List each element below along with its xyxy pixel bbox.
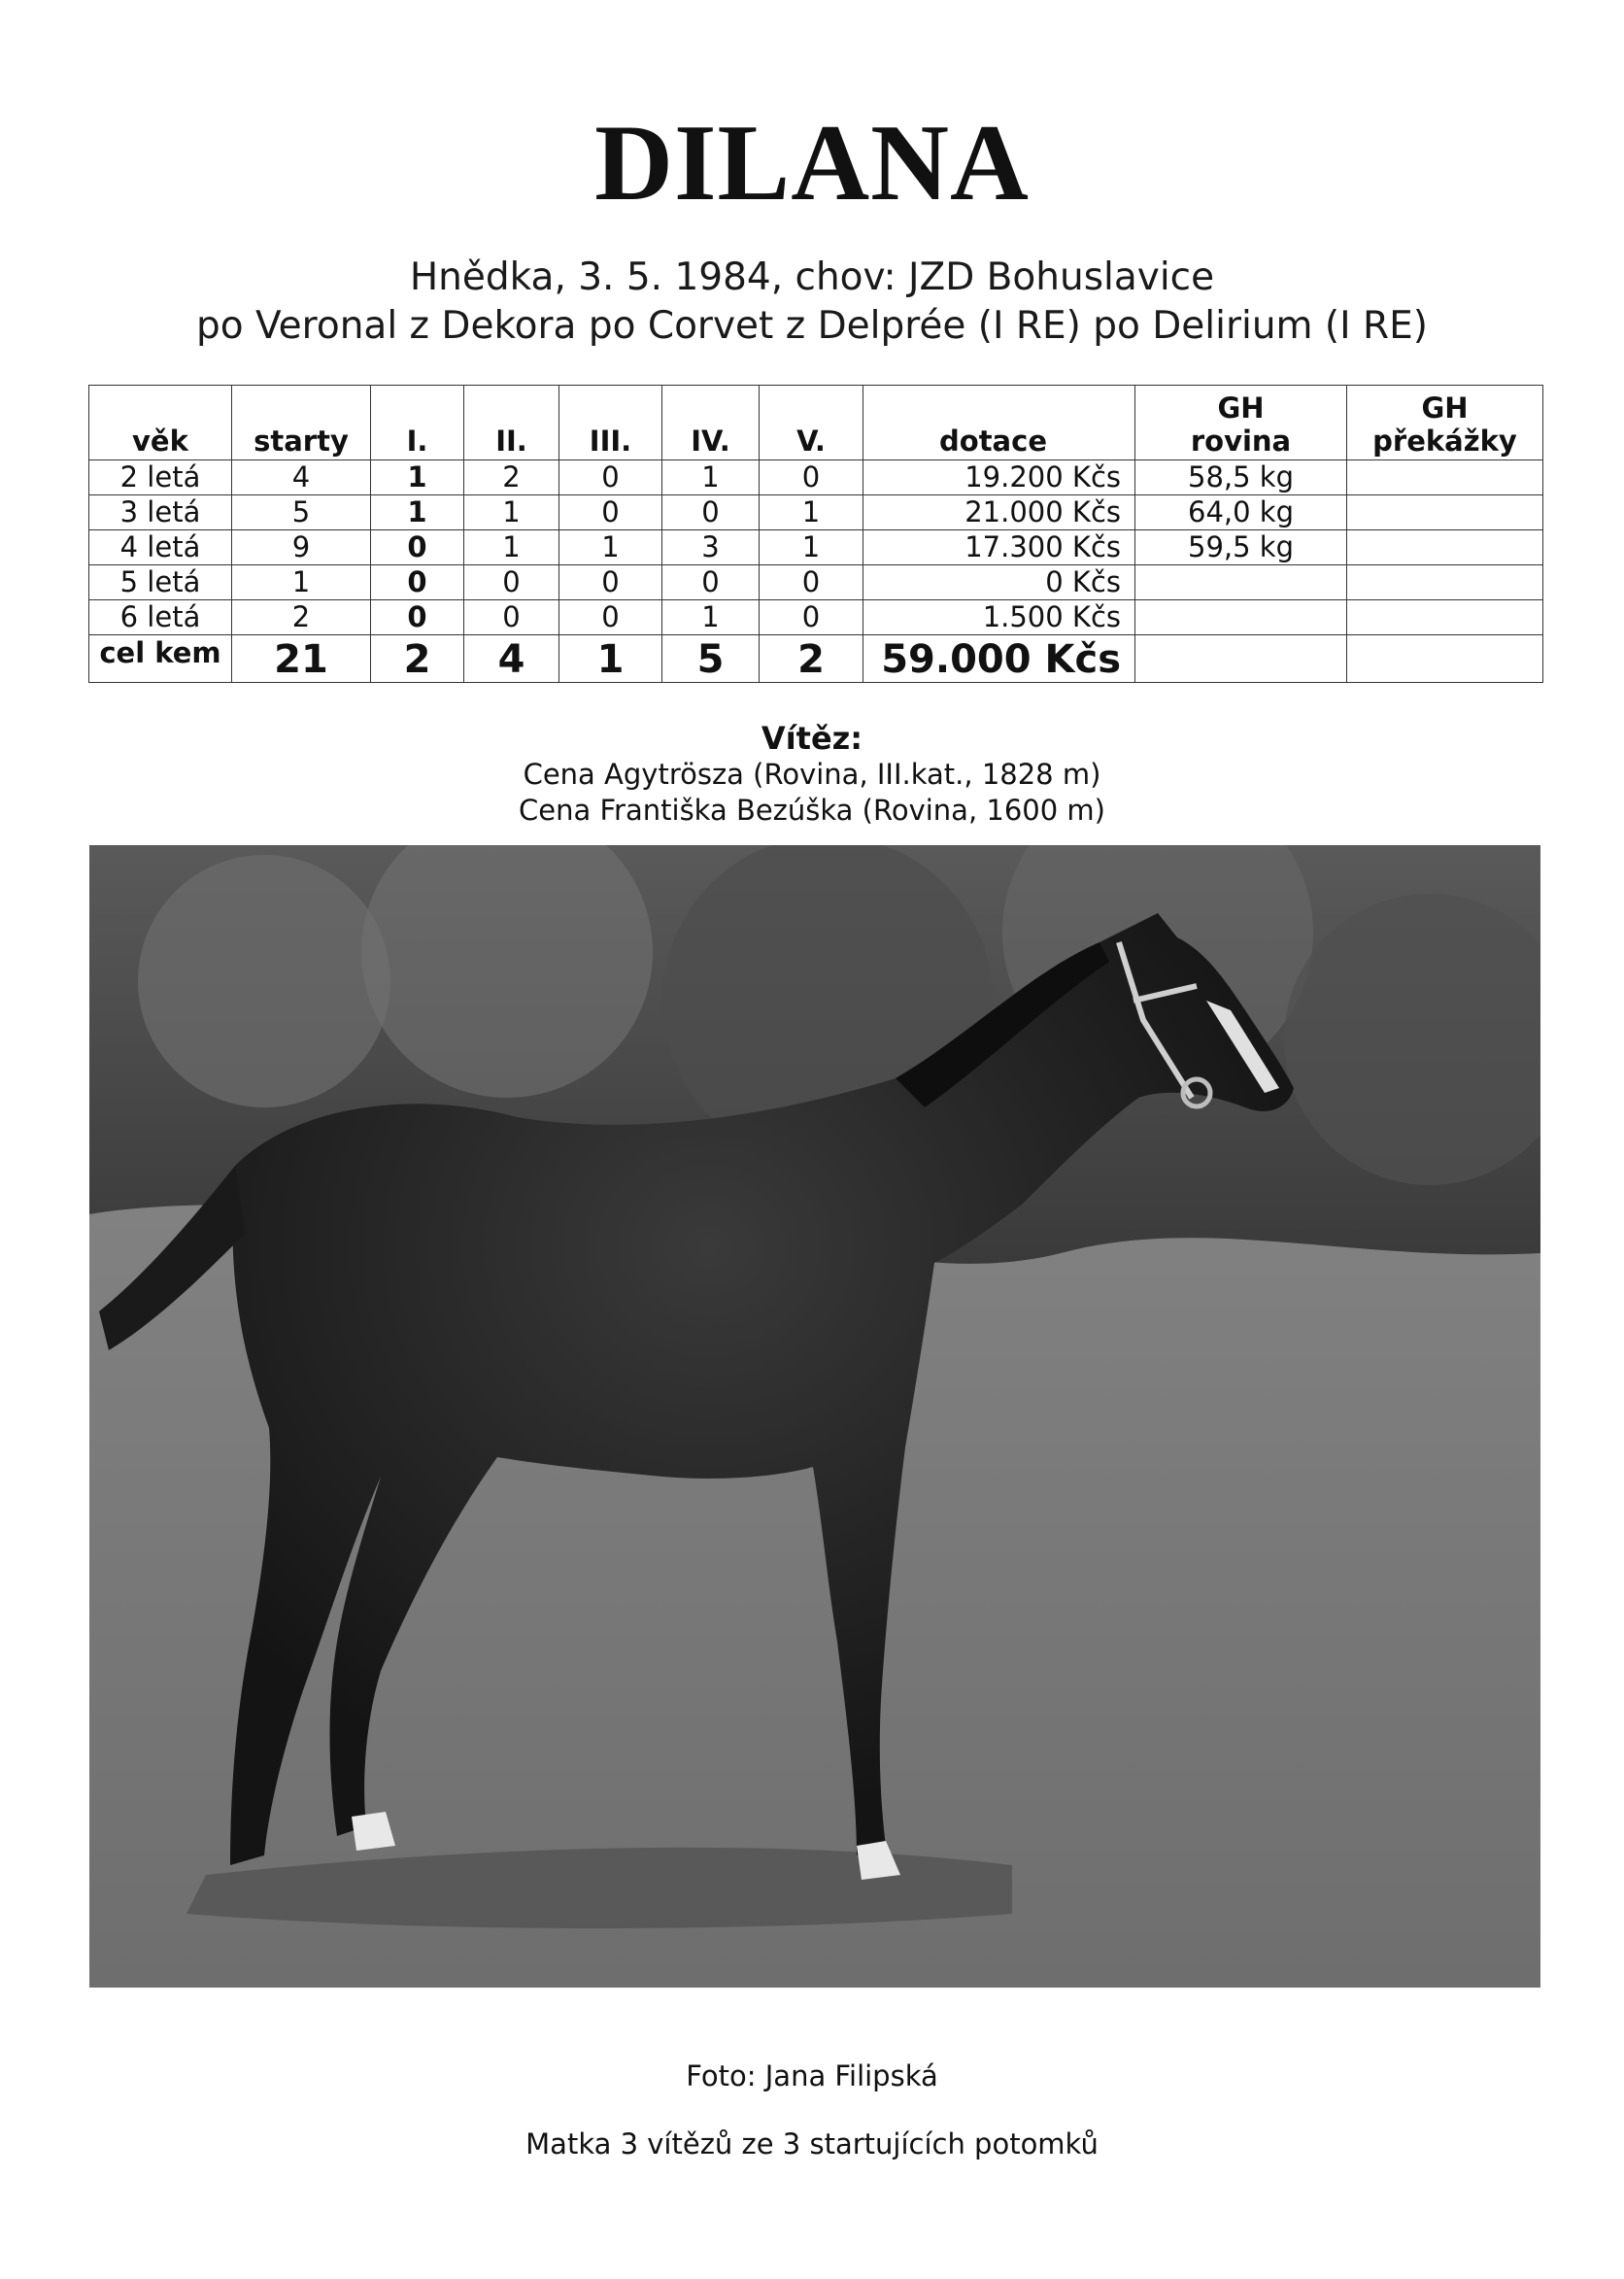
horse-info: Hnědka, 3. 5. 1984, chov: JZD Bohuslavice: [409, 255, 1215, 299]
cell-c3: 0: [559, 565, 662, 600]
cell-c3: 1: [559, 530, 662, 565]
cell-gh-prekazky: [1347, 565, 1543, 600]
cell-c5: 0: [760, 565, 863, 600]
footer-note: Matka 3 vítězů ze 3 startujících potomků: [525, 2127, 1099, 2160]
cell-starty: 5: [232, 495, 371, 530]
cell-c3: 0: [559, 460, 662, 495]
cell-total-c5: 2: [760, 635, 863, 683]
table-header-row: [89, 386, 1543, 460]
cell-dotace: 1.500 Kčs: [863, 600, 1135, 635]
cell-total-gh-prekazky: [1347, 635, 1543, 683]
cell-vek: 5 letá: [89, 565, 232, 600]
cell-total-c1: 2: [371, 635, 464, 683]
cell-c4: 1: [662, 600, 760, 635]
photo-credit: Foto: Jana Filipská: [686, 2059, 938, 2092]
header-gh-prekazky-line2: překážky: [1372, 425, 1517, 458]
cell-c4: 3: [662, 530, 760, 565]
header-c4: IV.: [662, 386, 760, 460]
cell-dotace: 17.300 Kčs: [863, 530, 1135, 565]
cell-starty: 2: [232, 600, 371, 635]
table-row: [89, 460, 1543, 495]
header-c2: II.: [464, 386, 559, 460]
cell-c3: 0: [559, 495, 662, 530]
cell-gh-rovina: 59,5 kg: [1135, 530, 1347, 565]
cell-gh-prekazky: [1347, 460, 1543, 495]
header-gh-prekazky-line1: GH: [1421, 391, 1469, 425]
cell-gh-rovina: [1135, 565, 1347, 600]
cell-dotace: 0 Kčs: [863, 565, 1135, 600]
header-c1: I.: [371, 386, 464, 460]
cell-c5: 0: [760, 460, 863, 495]
cell-vek: 6 letá: [89, 600, 232, 635]
table-row: [89, 530, 1543, 565]
cell-gh-rovina: 58,5 kg: [1135, 460, 1347, 495]
cell-starty: 4: [232, 460, 371, 495]
cell-c1: 0: [371, 530, 464, 565]
header-c5: V.: [760, 386, 863, 460]
cell-c5: 1: [760, 530, 863, 565]
page-title: DILANA: [594, 103, 1030, 223]
cell-c1: 1: [371, 495, 464, 530]
cell-c4: 1: [662, 460, 760, 495]
header-dotace: dotace: [863, 386, 1135, 460]
cell-total-c3: 1: [559, 635, 662, 683]
cell-c5: 0: [760, 600, 863, 635]
cell-total-starty: 21: [232, 635, 371, 683]
cell-c2: 1: [464, 530, 559, 565]
cell-c2: 2: [464, 460, 559, 495]
cell-gh-prekazky: [1347, 495, 1543, 530]
header-gh-rovina: [1135, 386, 1347, 460]
cell-c5: 1: [760, 495, 863, 530]
header-vek: věk: [89, 386, 232, 460]
table-total-row: [89, 635, 1543, 683]
horse-photo: [89, 845, 1540, 1988]
cell-starty: 9: [232, 530, 371, 565]
cell-c4: 0: [662, 565, 760, 600]
cell-total-c4: 5: [662, 635, 760, 683]
table-row: [89, 600, 1543, 635]
cell-gh-prekazky: [1347, 530, 1543, 565]
winner-race: Cena Františka Bezúška (Rovina, 1600 m): [519, 794, 1105, 827]
cell-dotace: 21.000 Kčs: [863, 495, 1135, 530]
cell-vek: 4 letá: [89, 530, 232, 565]
cell-gh-rovina: [1135, 600, 1347, 635]
cell-total-gh-rovina: [1135, 635, 1347, 683]
cell-c2: 1: [464, 495, 559, 530]
cell-gh-rovina: 64,0 kg: [1135, 495, 1347, 530]
table-row: [89, 565, 1543, 600]
cell-c1: 0: [371, 600, 464, 635]
header-gh-rovina-line2: rovina: [1190, 425, 1292, 458]
winner-race: Cena Agytrösza (Rovina, III.kat., 1828 m): [523, 758, 1101, 791]
cell-c1: 0: [371, 565, 464, 600]
pedigree: po Veronal z Dekora po Corvet z Delprée (I RE) po Delirium (I RE): [196, 304, 1428, 348]
cell-c3: 0: [559, 600, 662, 635]
header-gh-prekazky: [1347, 386, 1543, 460]
header-c3: III.: [559, 386, 662, 460]
table-row: [89, 495, 1543, 530]
cell-c2: 0: [464, 565, 559, 600]
header-gh-rovina-line1: GH: [1217, 391, 1265, 425]
cell-vek: 3 letá: [89, 495, 232, 530]
cell-c4: 0: [662, 495, 760, 530]
cell-total-label: cel kem: [89, 635, 232, 683]
race-stats-table: [88, 385, 1543, 683]
cell-dotace: 19.200 Kčs: [863, 460, 1135, 495]
cell-gh-prekazky: [1347, 600, 1543, 635]
cell-c2: 0: [464, 600, 559, 635]
header-starty: starty: [232, 386, 371, 460]
cell-total-dotace: 59.000 Kčs: [863, 635, 1135, 683]
winner-heading: Vítěz:: [761, 720, 863, 757]
cell-c1: 1: [371, 460, 464, 495]
foliage: [138, 855, 390, 1107]
cell-starty: 1: [232, 565, 371, 600]
cell-vek: 2 letá: [89, 460, 232, 495]
cell-total-c2: 4: [464, 635, 559, 683]
